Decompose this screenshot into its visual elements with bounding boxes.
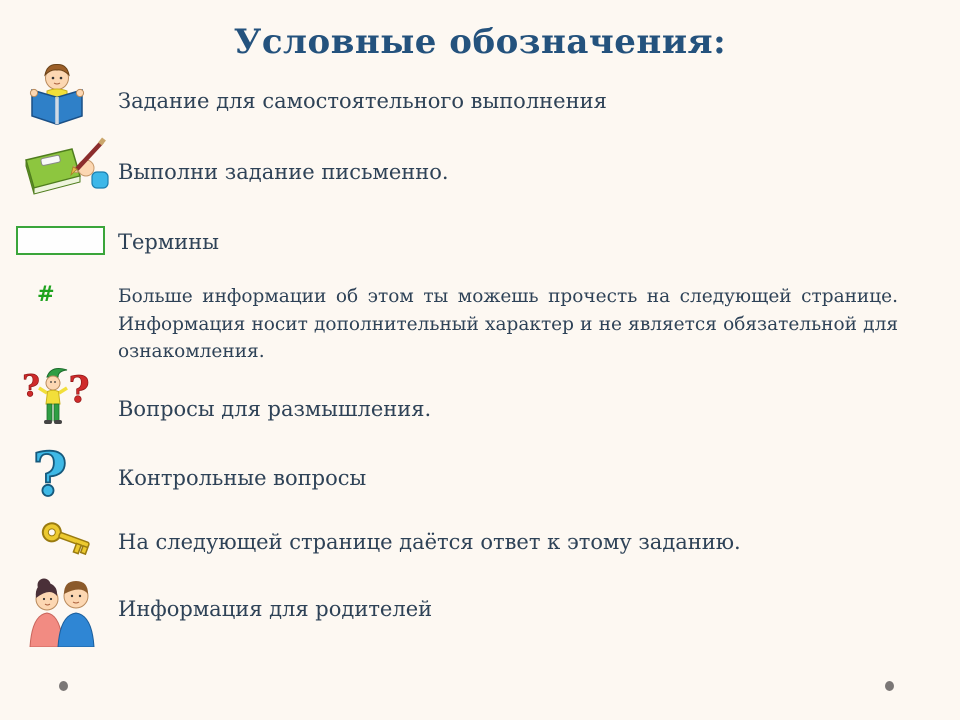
footer-dot-right (885, 681, 894, 691)
legend-label-extra-info: Больше информации об этом ты можешь прочесть на следующей странице. Информация носит дополнительный характер и не является обязательной для ознакомления. (118, 286, 898, 362)
legend-label-answer-next-page: На следующей странице даётся ответ к этому заданию. (118, 530, 741, 554)
parents-icon (20, 575, 104, 647)
legend-label-control-questions: Контрольные вопросы (118, 466, 367, 490)
legend-label-reflection-questions: Вопросы для размышления. (118, 397, 432, 421)
notebook-pencil-icon (14, 136, 110, 202)
legend-label-self-task: Задание для самостоятельного выполнения (118, 89, 607, 113)
legend-label-written-task: Выполни задание письменно. (118, 160, 449, 184)
svg-text:?: ? (68, 369, 90, 411)
svg-text:?: ? (22, 369, 40, 404)
legend-label-parents-info: Информация для родителей (118, 597, 433, 621)
terms-box-icon (16, 226, 105, 255)
boy-reading-icon (27, 61, 87, 127)
hash-icon: # (37, 282, 55, 306)
key-icon (34, 520, 98, 572)
legend-label-terms: Термины (118, 230, 219, 254)
question-mark-icon (28, 445, 72, 509)
thinking-boy-icon (17, 364, 93, 428)
footer-dot-left (59, 681, 68, 691)
page-title: Условные обозначения: (233, 22, 727, 62)
svg-text:?: ? (32, 445, 68, 509)
